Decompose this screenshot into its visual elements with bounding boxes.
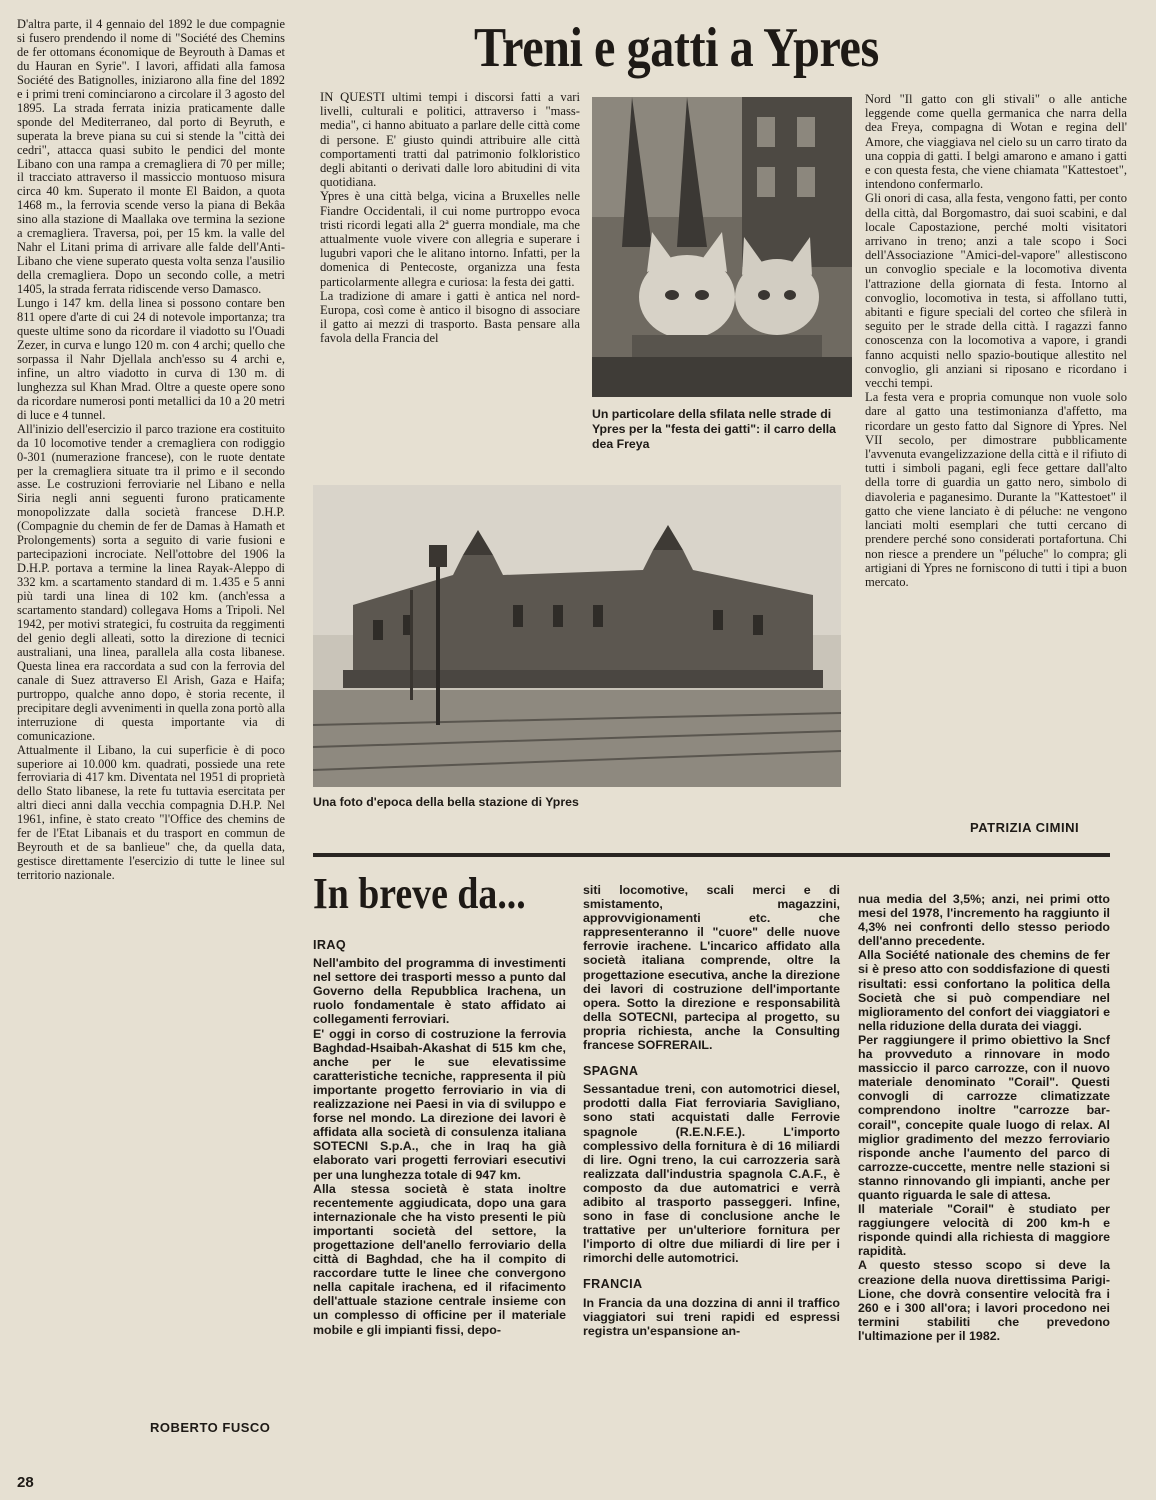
francia-label: FRANCIA xyxy=(583,1277,643,1292)
iraq-continued-paragraph: siti locomotive, scali merci e di smistamento, magazzini, approvvigionamenti etc. che rappresenteranno il "cuore" delle nuove ferrovie irachene. L'incarico affidato alla società italiana comprende, oltre la progettazione esecutiva, anche la direzione dei lavori di costruzione dell'importante opera. Sotto la direzione e responsabilità della SOTECNI, partecipa al progetto, su propria richiesta, anche la Consulting francese SOFRERAIL. xyxy=(583,883,840,1053)
lebanon-paragraph-2: Lungo i 147 km. della linea si possono contare ben 811 opere d'arte di cui 24 di notevole importanza; tra queste ultime sono da ricordare il viadotto su l'Ouadi Zezer, in curva e lungo 120 m. con 4 archi; quello che sorpassa il Nahr Djellala anch'esso su 4 archi e, infine, un altro viadotto in curva di 130 m. di lunghezza sul Khan Mrad. Oltre a queste opere sono da ricordare numerosi ponti metallici da 10 a 20 metri di luce e 4 tunnel. xyxy=(17,296,285,422)
ypres-middle-column xyxy=(320,90,580,346)
cats-photo-caption: Un particolare della sfilata nelle strade di Ypres per la "festa dei gatti": il carro della dea Freya xyxy=(592,407,837,451)
briefs-column-2 xyxy=(583,883,840,1338)
iraq-paragraph-1: Nell'ambito del programma di investimenti nel settore dei trasporti messo a punto dal Governo della Repubblica Irachena, un ruolo fondamentale è stato affidato ai collegamenti ferroviari. xyxy=(313,956,566,1027)
lebanon-paragraph-4: Attualmente il Libano, la cui superficie è di poco superiore ai 10.000 km. quadrati, possiede una rete ferroviaria di 417 km. Diventata nel 1951 di proprietà dello Stato libanese, la rete fu tuttavia esercitata per altri dieci anni dalla vecchia compagnia D.H.P. Nel 1961, infine, è stato creato "l'Office des chemins de fer de l'Etat Libanais et du trasport en commun de Beyrouth et de sa banlieue" che, da quella data, gestisce direttamente l'esercizio di tutte le linee sul territorio nazionale. xyxy=(17,742,285,883)
ypres-mid-paragraph-3: La tradizione di amare i gatti è antica nel nord-Europa, così come è antico il bisogno di associare il gatto ai mezzi di trasporto. Basta pensare alla favola della Francia del xyxy=(320,288,580,346)
lebanon-paragraph-1: D'altra parte, il 4 gennaio del 1892 le due compagnie si fusero prendendo il nome di "Société des Chemins de fer ottomans économique de Beyrouth à Damas et du Hauran en Syrie". I lavori, affidati alla famosa Société des Batignolles, iniziarono alla fine del 1892 e i primi treni cominciarono a circolare il 3 agosto del 1895. La strada ferrata inizia praticamente dalle sponde del Mediterraneo, dal porto di Beyruth, e superata la breve piana su cui si stende la "città dei cedri", attacca quasi subito le pendici del monte Libano con una rampa a cremagliera di 70 per mille; il tracciato attraverso il massiccio montuoso misura circa 40 km. Superato il monte El Baidon, a quota 1468 m., la ferrovia scende verso la piana di Bekâa sino alla stazione di Maallaka ove termina la sezione a cremagliera. Traversa, poi, per 15 km. la valle del Nahr el Litani prima di arrivare alle falde dell'Anti-Libano che viene superato questa volta senza l'ausilio della cremagliera. Dopo un secondo colle, a metri 1405, la strada ferrata ridiscende verso Damasco. xyxy=(17,17,285,297)
iraq-label: IRAQ xyxy=(313,938,347,952)
ypres-author: PATRIZIA CIMINI xyxy=(970,820,1080,835)
ypres-right-paragraph-1: Nord "Il gatto con gli stivali" o alle antiche leggende come quella germanica che narra della dea Freya, compagna di Wotan e regina dell' Amore, che viaggiava nel cielo su un carro tirato da una coppia di gatti. I belgi amarono e amano i gatti e con questa festa, che viene chiamata "Kattestoet", intendono confermarlo. xyxy=(865,92,1127,192)
section-divider xyxy=(313,853,1110,857)
cats-parade-photo xyxy=(592,97,852,397)
iraq-paragraph-3: Alla stessa società è stata inoltre recentemente aggiudicata, dopo una gara internazionale che ha visto presenti le più importanti società del settore, la progettazione dell'anello ferroviario della città di Baghdad, che ha il compito di raccordare tutte le linee che convergono nella capitale irachena, ed il rifacimento dell'attuale stazione centrale insieme con un complesso di officine per il materiale mobile e gli impianti fissi, depo- xyxy=(313,1181,566,1337)
francia-paragraph: In Francia da una dozzina di anni il traffico viaggiatori sui treni rapidi ed espressi registra un'espansione an- xyxy=(583,1295,840,1338)
ypres-headline: Treni e gatti a Ypres xyxy=(474,17,879,79)
ypres-mid-paragraph-1: IN QUESTI ultimi tempi i discorsi fatti a vari livelli, culturali e politici, attraverso i "mass-media", ci hanno abituato a parlare delle città come di persone. E' giusto quindi attribuire alle città comportamenti tratti dal patrimonio folkloristico degli abitanti o derivati dalle loro abitudini di vita quotidiana. xyxy=(320,90,580,190)
francia-continued-paragraph-1: nua media del 3,5%; anzi, nei primi otto mesi del 1978, l'incremento ha raggiunto il 4,3% nei confronti dello stesso periodo dell'anno precedente. xyxy=(858,892,1110,949)
francia-continued-paragraph-5: A questo stesso scopo si deve la creazione della nuova direttissima Parigi-Lione, che dovrà consentire velocità fra i 260 e i 300 all'ora; i lavori procedono nei termini stabiliti che prevedono l'ultimazione per il 1982. xyxy=(858,1258,1110,1343)
ypres-station-photo xyxy=(313,485,841,787)
spagna-label: SPAGNA xyxy=(583,1064,639,1079)
ypres-mid-paragraph-2: Ypres è una città belga, vicina a Bruxelles nelle Fiandre Occidentali, il cui nome purtroppo evoca tristi ricordi legati alla 2ª guerra mondiale, ma che attualmente vuole vivere con allegria e superare i lugubri vapori che le alitano intorno. Infatti, per la domenica di Pentecoste, organizza una festa particolarmente allegra e curiosa: la festa dei gatti. xyxy=(320,189,580,289)
station-photo-caption: Una foto d'epoca della bella stazione di Ypres xyxy=(313,795,579,809)
ypres-right-paragraph-3: La festa vera e propria comunque non vuole solo dare al gatto una testimonianza d'affetto, ma ricordare un gesto fatto dal Signore di Ypres. Nel VII secolo, per dimostrare pubblicamente l'avvenuta evangelizzazione della città e il rifiuto di tutti i simboli pagani, egli fece gettare dall'alto della torre di guardia un gatto nero, simbolo di diavoleria e paganesimo. Durante la "Kattestoet" il gatto che viene lanciato è di péluche: ne vengono lanciati molti esemplari che tutti cercano di prendere perché sono considerati portafortuna. Chi non riesce a prendere un "péluche" lo compra; gli artigiani di Ypres ne forniscono di tutti i tipi a buon mercato. xyxy=(865,390,1127,589)
ypres-right-column xyxy=(865,92,1127,589)
briefs-title: In breve da... xyxy=(313,869,526,918)
francia-continued-paragraph-4: Il materiale "Corail" è studiato per raggiungere velocità di 200 km-h e risponde quindi alla richiesta di maggiore rapidità. xyxy=(858,1202,1110,1259)
ypres-right-paragraph-2: Gli onori di casa, alla festa, vengono fatti, per conto della città, dal Borgomastro, dai suoi scabini, e dal locale Capostazione, perché molti visitatori arrivano in treno; anzi a tale scopo i Soci dell'Associazione "Amici-del-vapore" allestiscono un convoglio speciale e la locomotiva diventa l'attrazione della giornata di festa. Intorno al convoglio, locomotiva in testa, si affollano tutti, abitanti e figure speciali del corteo che sfilerà in seguito per le strade della città. I ragazzi fanno conoscenza con la locomotiva a vapore, i grandi fanno acquisti nello spazio-boutique allestito nel convoglio, gli anziani si riposano e ricordano i vecchi tempi. xyxy=(865,191,1127,391)
briefs-column-3 xyxy=(858,892,1110,1343)
lebanon-author: ROBERTO FUSCO xyxy=(150,1420,271,1435)
briefs-column-1 xyxy=(313,932,566,1337)
iraq-paragraph-2: E' oggi in corso di costruzione la ferrovia Baghdad-Hsaibah-Akashat di 515 km che, anche per le sue elevatissime caratteristiche tecniche, rappresenta il più importante progetto ferroviario in via di realizzazione nei Paesi in via di sviluppo e forse nel mondo. La direzione dei lavori è affidata alla società di consulenza italiana SOTECNI S.p.A., che in Iraq ha già elaborato vari progetti ferroviari esecutivi per una lunghezza totale di 947 km. xyxy=(313,1026,566,1182)
francia-continued-paragraph-2: Alla Société nationale des chemins de fer si è preso atto con soddisfazione di questi risultati: essi confortano la politica della Società che si può compendiare nel miglioramento del confort dei viaggiatori e nella riduzione della durata dei viaggi. xyxy=(858,948,1110,1033)
lebanon-paragraph-3: All'inizio dell'esercizio il parco trazione era costituito da 10 locomotive tender a cremagliera con rodiggio 0-301 (numerazione francese), con le ruote dentate per la cremagliera situate tra il primo e il secondo asse. Le costruzioni ferroviarie nel Libano e nella Siria negli anni seguenti furono praticamente monopolizzate dalla società francese D.H.P. (Compagnie du chemin de fer de Damas à Hamath et Prolongements) sorta a seguito di varie fusioni e partecipazioni incrociate. Nell'ottobre del 1906 la D.H.P. portava a termine la linea Rayak-Aleppo di 332 km. a scartamento standard di m. 1.435 e 5 anni più tardi una linea di 102 km. (anch'essa a scartamento standard) collegava Homs a Tripoli. Nel 1942, per motivi strategici, fu costruita da reggimenti del genio degli alleati, sotto la direzione di tecnici australiani, una linea, parallela alla costa libanese. Questa linea era raccordata a sud con la ferrovia del canale di Suez attraverso El Arish, Gaza e Haifa; purtroppo, qualche anno dopo, è storia recente, il precipitare degli avvenimenti in quella zona portò alla interruzione di questa importante via di comunicazione. xyxy=(17,421,286,743)
page-number: 28 xyxy=(17,1474,34,1491)
lebanon-article xyxy=(17,18,285,883)
francia-continued-paragraph-3: Per raggiungere il primo obiettivo la Sncf ha provveduto a rinnovare in modo massiccio il parco carrozze, con il nuovo materiale denominato "Corail". Questi convogli di carrozze climatizzate comprendono inoltre "carrozze bar-corail", concepite quale luogo di relax. Al miglior gradimento del mezzo ferroviario risponde anche l'aumento del parco di carrozze-cuccette, mentre nelle stazioni si stanno rinnovando gli impianti, anche per quanto riguarda le sale di attesa. xyxy=(858,1032,1110,1202)
spagna-paragraph: Sessantadue treni, con automotrici diesel, prodotti dalla Fiat ferroviaria Savigliano, sono stati acquistati dalle Ferrovie spagnole (R.E.N.F.E.). L'importo complessivo della fornitura è di 16 miliardi di lire. Ogni treno, la cui carrozzeria sarà realizzata dall'industria spagnola C.A.F., è composto da due automatrici e verrà adibito al trasporto passeggeri. Infine, sono in fase di conclusione anche le trattative per un'ulteriore fornitura per l'importo di oltre due miliardi di lire per i rimorchi delle automotrici. xyxy=(583,1082,840,1266)
